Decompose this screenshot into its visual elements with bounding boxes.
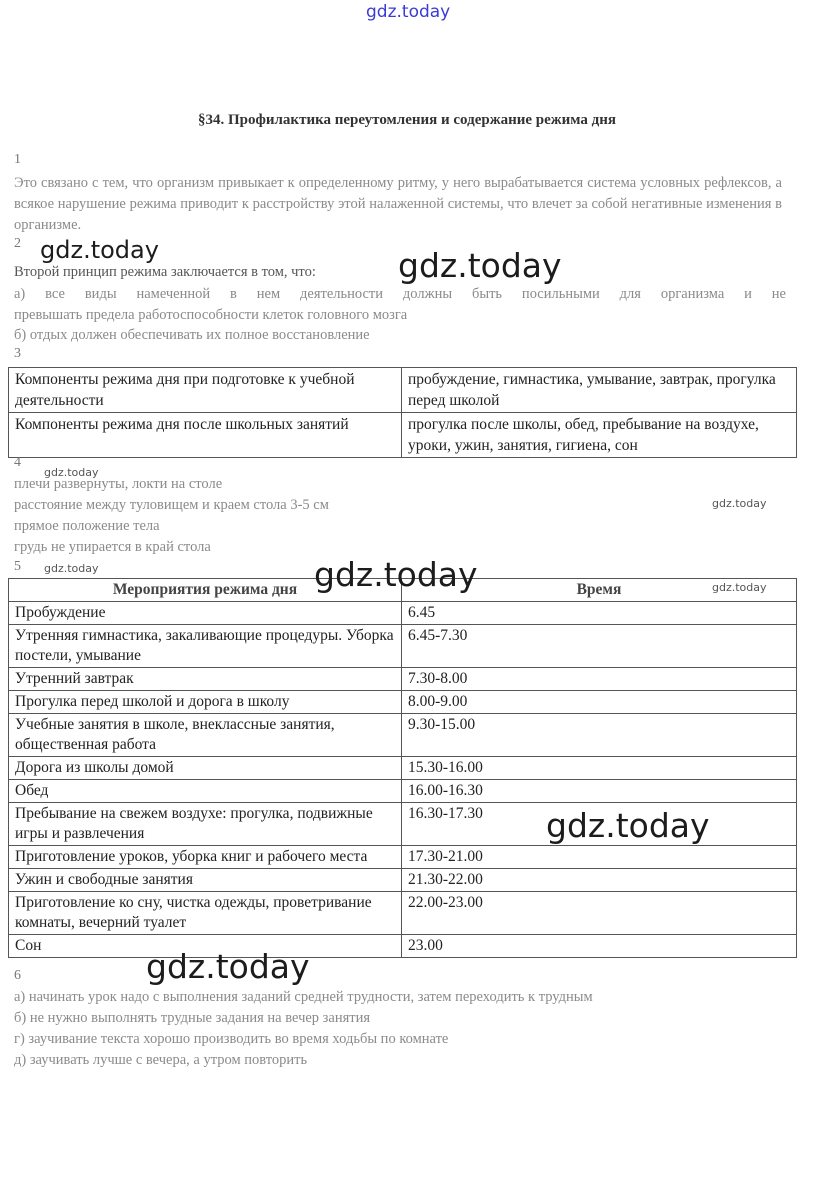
- advice-line: б) не нужно выполнять трудные задания на вечер занятия: [14, 1010, 371, 1026]
- column-header: Время: [402, 579, 797, 602]
- time-cell: 16.00-16.30: [402, 780, 797, 803]
- column-header: Мероприятия режима дня: [9, 579, 402, 602]
- daily-schedule-table: [8, 578, 797, 958]
- activity-cell: Пробуждение: [9, 602, 402, 625]
- posture-line: грудь не упирается в край стола: [14, 539, 211, 555]
- time-cell: 21.30-22.00: [402, 869, 797, 892]
- activity-cell: Прогулка перед школой и дорога в школу: [9, 691, 402, 714]
- watermark: gdz.today: [44, 466, 99, 479]
- time-cell: 22.00-23.00: [402, 892, 797, 935]
- section-2-item-a-cont: превышать предела работоспособности клеток головного мозга: [14, 307, 408, 323]
- activity-cell: Учебные занятия в школе, внеклассные занятия, общественная работа: [9, 714, 402, 757]
- activity-cell: Приготовление ко сну, чистка одежды, проветривание комнаты, вечерний туалет: [9, 892, 402, 935]
- watermark: gdz.today: [44, 562, 99, 575]
- activity-cell: Ужин и свободные занятия: [9, 869, 402, 892]
- time-cell: 6.45-7.30: [402, 625, 797, 668]
- advice-line: г) заучивание текста хорошо производить во время ходьбы по комнате: [14, 1031, 449, 1047]
- section-2-intro: Второй принцип режима заключается в том, что:: [14, 264, 316, 280]
- activity-cell: Утренний завтрак: [9, 668, 402, 691]
- activity-cell: Обед: [9, 780, 402, 803]
- watermark: gdz.today: [146, 947, 310, 986]
- posture-line: прямое положение тела: [14, 518, 160, 534]
- watermark: gdz.today: [398, 246, 562, 285]
- posture-line: расстояние между туловищем и краем стола 3-5 см: [14, 497, 329, 513]
- table-row: [9, 714, 797, 757]
- table-row: [9, 413, 797, 458]
- table-cell: прогулка после школы, обед, пребывание на воздухе, уроки, ужин, занятия, гигиена, сон: [402, 413, 797, 458]
- table-row: [9, 368, 797, 413]
- table-row: [9, 691, 797, 714]
- section-5-number: 5: [14, 559, 21, 574]
- watermark: gdz.today: [366, 2, 451, 22]
- table-row: [9, 869, 797, 892]
- watermark: gdz.today: [712, 497, 767, 510]
- advice-line: д) заучивать лучше с вечера, а утром повторить: [14, 1052, 308, 1068]
- table-cell: Компоненты режима дня после школьных занятий: [9, 413, 402, 458]
- table-row: [9, 625, 797, 668]
- time-cell: 15.30-16.00: [402, 757, 797, 780]
- section-4-number: 4: [14, 455, 21, 470]
- activity-cell: Сон: [9, 935, 402, 958]
- activity-cell: Дорога из школы домой: [9, 757, 402, 780]
- section-2-number: 2: [14, 236, 21, 251]
- advice-line: а) начинать урок надо с выполнения заданий средней трудности, затем переходить к трудным: [14, 989, 593, 1005]
- table-cell: пробуждение, гимнастика, умывание, завтрак, прогулка перед школой: [402, 368, 797, 413]
- time-cell: 17.30-21.00: [402, 846, 797, 869]
- page-title: §34. Профилактика переутомления и содержание режима дня: [197, 112, 617, 128]
- section-1-number: 1: [14, 152, 21, 167]
- activity-cell: Утренняя гимнастика, закаливающие процедуры. Уборка постели, умывание: [9, 625, 402, 668]
- section-6-number: 6: [14, 968, 21, 983]
- watermark: gdz.today: [712, 581, 767, 594]
- table-row: [9, 935, 797, 958]
- time-cell: 9.30-15.00: [402, 714, 797, 757]
- table-cell: Компоненты режима дня при подготовке к учебной деятельности: [9, 368, 402, 413]
- section-2-item-b: б) отдых должен обеспечивать их полное восстановление: [14, 327, 370, 343]
- table-row: [9, 892, 797, 935]
- table-row: [9, 757, 797, 780]
- table-row: [9, 668, 797, 691]
- time-cell: 7.30-8.00: [402, 668, 797, 691]
- components-table: [8, 367, 797, 458]
- posture-line: плечи развернуты, локти на столе: [14, 476, 223, 492]
- watermark: gdz.today: [314, 555, 478, 594]
- table-row: [9, 846, 797, 869]
- time-cell: 6.45: [402, 602, 797, 625]
- watermark: gdz.today: [40, 236, 159, 264]
- table-row: [9, 602, 797, 625]
- time-cell: 23.00: [402, 935, 797, 958]
- watermark: gdz.today: [546, 806, 710, 845]
- activity-cell: Пребывание на свежем воздухе: прогулка, подвижные игры и развлечения: [9, 803, 402, 846]
- table-row: [9, 780, 797, 803]
- time-cell: 16.30-17.30: [402, 803, 797, 846]
- section-3-number: 3: [14, 346, 21, 361]
- section-1-text: Это связано с тем, что организм привыкает к определенному ритму, у него вырабатывается система условных рефлексов, а всякое нарушение режима приводит к расстройству этой налаженной системы, что влечет за собой негативные изменения в организме.: [14, 175, 782, 233]
- section-2-item-a: а) все виды намеченной в нем деятельности должны быть посильными для организма и не: [14, 286, 786, 302]
- time-cell: 8.00-9.00: [402, 691, 797, 714]
- activity-cell: Приготовление уроков, уборка книг и рабочего места: [9, 846, 402, 869]
